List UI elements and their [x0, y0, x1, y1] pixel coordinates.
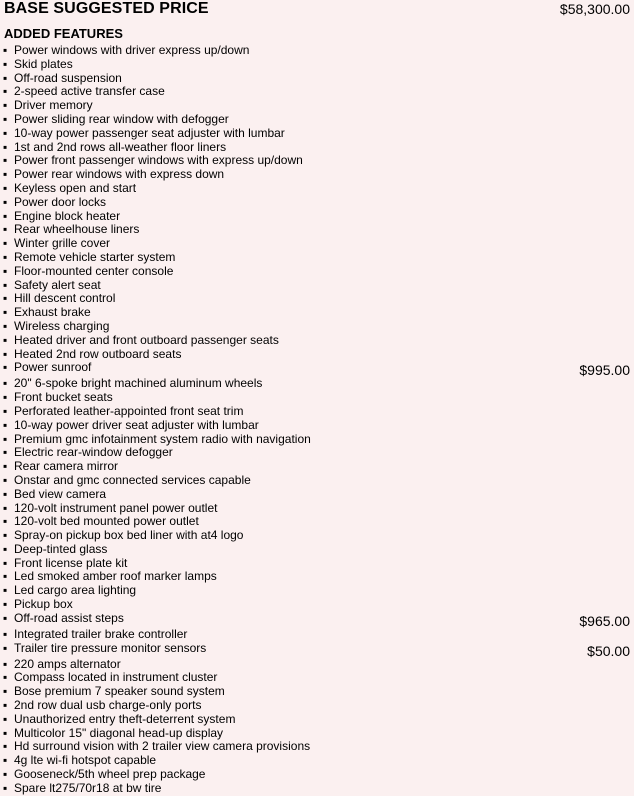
- feature-label: Led cargo area lighting: [14, 583, 137, 598]
- feature-label: Front bucket seats: [14, 390, 113, 405]
- feature-label: Power rear windows with express down: [14, 167, 225, 182]
- list-item: [3, 460, 630, 474]
- list-item: [3, 251, 630, 265]
- feature-price: $965.00: [579, 612, 630, 629]
- list-item: [3, 543, 630, 557]
- bullet-icon: ▪: [3, 403, 8, 418]
- feature-label: Multicolor 15" diagonal head-up display: [14, 725, 224, 740]
- feature-label: Spray-on pickup box bed liner with at4 logo: [14, 528, 244, 543]
- list-item: [3, 44, 630, 58]
- feature-label: Winter grille cover: [14, 236, 111, 251]
- bullet-icon: ▪: [3, 739, 8, 754]
- bullet-icon: ▪: [3, 318, 8, 333]
- bullet-icon: ▪: [3, 780, 8, 795]
- bullet-icon: ▪: [3, 500, 8, 515]
- list-item: [3, 196, 630, 210]
- feature-label: 2-speed active transfer case: [14, 84, 165, 99]
- bullet-icon: ▪: [3, 263, 8, 278]
- bullet-icon: ▪: [3, 291, 8, 306]
- list-item: [3, 598, 630, 612]
- feature-label: Safety alert seat: [14, 277, 101, 292]
- feature-label: Heated driver and front outboard passenger seats: [14, 332, 279, 347]
- list-item: [3, 727, 630, 741]
- feature-label: Remote vehicle starter system: [14, 249, 176, 264]
- bullet-icon: ▪: [3, 346, 8, 361]
- bullet-icon: ▪: [3, 597, 8, 612]
- feature-label: Deep-tinted glass: [14, 541, 108, 556]
- feature-label: Rear camera mirror: [14, 459, 119, 474]
- bullet-icon: ▪: [3, 555, 8, 570]
- feature-label: 2nd row dual usb charge-only ports: [14, 698, 202, 713]
- feature-label: 220 amps alternator: [14, 656, 121, 671]
- bullet-icon: ▪: [3, 459, 8, 474]
- bullet-icon: ▪: [3, 167, 8, 182]
- feature-label: 1st and 2nd rows all-weather floor liners: [14, 139, 227, 154]
- list-item: [3, 671, 630, 685]
- list-item: [3, 182, 630, 196]
- list-item: [3, 85, 630, 99]
- list-item: [3, 446, 630, 460]
- bullet-icon: ▪: [3, 583, 8, 598]
- list-item: [3, 72, 630, 86]
- list-item: [3, 99, 630, 113]
- feature-label: Power windows with driver express up/down: [14, 43, 250, 57]
- feature-label: Onstar and gmc connected services capable: [14, 472, 251, 487]
- base-price-value: $58,300.00: [559, 1, 630, 17]
- feature-label: Hd surround vision with 2 trailer view camera provisions: [14, 739, 311, 754]
- list-item: [3, 223, 630, 237]
- feature-label: Engine block heater: [14, 208, 121, 223]
- list-item: [3, 127, 630, 141]
- feature-label: Power door locks: [14, 194, 107, 209]
- list-item: [3, 642, 630, 658]
- feature-label: 120-volt instrument panel power outlet: [14, 500, 218, 515]
- feature-label: Keyless open and start: [14, 180, 137, 195]
- list-item: [3, 488, 630, 502]
- bullet-icon: ▪: [3, 656, 8, 671]
- bullet-icon: ▪: [3, 431, 8, 446]
- feature-label: Front license plate kit: [14, 555, 128, 570]
- list-item: [3, 584, 630, 598]
- bullet-icon: ▪: [3, 684, 8, 699]
- feature-label: Spare lt275/70r18 at bw tire: [14, 780, 162, 795]
- bullet-icon: ▪: [3, 640, 8, 655]
- feature-label: Wireless charging: [14, 318, 110, 333]
- bullet-icon: ▪: [3, 610, 8, 625]
- bullet-icon: ▪: [3, 626, 8, 641]
- list-item: [3, 612, 630, 628]
- list-item: [3, 433, 630, 447]
- bullet-icon: ▪: [3, 445, 8, 460]
- list-item: [3, 768, 630, 782]
- list-item: [3, 279, 630, 293]
- list-item: [3, 141, 630, 155]
- feature-label: Floor-mounted center console: [14, 263, 174, 278]
- bullet-icon: ▪: [3, 725, 8, 740]
- list-item: [3, 713, 630, 727]
- list-item: [3, 782, 630, 796]
- list-item: [3, 515, 630, 529]
- feature-label: Driver memory: [14, 98, 93, 113]
- list-item: [3, 529, 630, 543]
- feature-label: Electric rear-window defogger: [14, 445, 173, 460]
- feature-label: 4g lte wi-fi hotspot capable: [14, 753, 157, 768]
- bullet-icon: ▪: [3, 417, 8, 432]
- list-item: [3, 361, 630, 377]
- bullet-icon: ▪: [3, 249, 8, 264]
- feature-price: $995.00: [579, 362, 630, 379]
- list-item: [3, 210, 630, 224]
- bullet-icon: ▪: [3, 711, 8, 726]
- feature-label: Skid plates: [14, 56, 73, 71]
- feature-label: Off-road suspension: [14, 70, 122, 85]
- feature-label: Integrated trailer brake controller: [14, 626, 188, 641]
- feature-label: Bose premium 7 speaker sound system: [14, 684, 225, 699]
- list-item: [3, 306, 630, 320]
- feature-label: Premium gmc infotainment system radio with navigation: [14, 431, 311, 446]
- list-item: [3, 237, 630, 251]
- feature-label: 10-way power driver seat adjuster with lumbar: [14, 417, 259, 432]
- bullet-icon: ▪: [3, 753, 8, 768]
- list-item: [3, 557, 630, 571]
- bullet-icon: ▪: [3, 514, 8, 529]
- bullet-icon: ▪: [3, 111, 8, 126]
- feature-label: Exhaust brake: [14, 305, 91, 320]
- list-item: [3, 334, 630, 348]
- list-item: [3, 685, 630, 699]
- feature-price: $50.00: [587, 642, 630, 659]
- feature-label: Compass located in instrument cluster: [14, 670, 218, 685]
- list-item: [3, 154, 630, 168]
- bullet-icon: ▪: [3, 236, 8, 251]
- bullet-icon: ▪: [3, 670, 8, 685]
- added-features-list: [3, 44, 630, 796]
- bullet-icon: ▪: [3, 153, 8, 168]
- bullet-icon: ▪: [3, 125, 8, 140]
- feature-label: 20" 6-spoke bright machined aluminum wheels: [14, 376, 263, 391]
- bullet-icon: ▪: [3, 277, 8, 292]
- feature-label: Trailer tire pressure monitor sensors: [14, 640, 207, 655]
- bullet-icon: ▪: [3, 376, 8, 391]
- feature-label: Pickup box: [14, 597, 73, 612]
- bullet-icon: ▪: [3, 767, 8, 782]
- list-item: [3, 502, 630, 516]
- bullet-icon: ▪: [3, 84, 8, 99]
- feature-label: Perforated leather-appointed front seat trim: [14, 403, 244, 418]
- list-item: [3, 405, 630, 419]
- list-item: [3, 474, 630, 488]
- bullet-icon: ▪: [3, 43, 8, 57]
- added-features-title: ADDED FEATURES: [4, 26, 123, 41]
- list-item: [3, 113, 630, 127]
- feature-label: Led smoked amber roof marker lamps: [14, 569, 217, 584]
- base-price-label: BASE SUGGESTED PRICE: [4, 0, 209, 17]
- bullet-icon: ▪: [3, 698, 8, 713]
- bullet-icon: ▪: [3, 569, 8, 584]
- list-item: [3, 754, 630, 768]
- feature-label: Power sliding rear window with defogger: [14, 111, 229, 126]
- bullet-icon: ▪: [3, 56, 8, 71]
- feature-label: Power front passenger windows with express up/down: [14, 153, 303, 168]
- bullet-icon: ▪: [3, 332, 8, 347]
- list-item: [3, 58, 630, 72]
- bullet-icon: ▪: [3, 305, 8, 320]
- feature-label: Heated 2nd row outboard seats: [14, 346, 182, 361]
- list-item: [3, 699, 630, 713]
- bullet-icon: ▪: [3, 472, 8, 487]
- list-item: [3, 391, 630, 405]
- feature-label: Power sunroof: [14, 360, 92, 375]
- feature-label: Gooseneck/5th wheel prep package: [14, 767, 206, 782]
- bullet-icon: ▪: [3, 98, 8, 113]
- bullet-icon: ▪: [3, 390, 8, 405]
- list-item: [3, 419, 630, 433]
- feature-label: Off-road assist steps: [14, 610, 124, 625]
- bullet-icon: ▪: [3, 208, 8, 223]
- list-item: [3, 740, 630, 754]
- bullet-icon: ▪: [3, 70, 8, 85]
- feature-label: 120-volt bed mounted power outlet: [14, 514, 199, 529]
- bullet-icon: ▪: [3, 528, 8, 543]
- bullet-icon: ▪: [3, 222, 8, 237]
- list-item: [3, 348, 630, 362]
- list-item: [3, 658, 630, 672]
- list-item: [3, 265, 630, 279]
- bullet-icon: ▪: [3, 180, 8, 195]
- base-price-row: [4, 0, 630, 18]
- list-item: [3, 570, 630, 584]
- list-item: [3, 292, 630, 306]
- feature-label: Hill descent control: [14, 291, 116, 306]
- bullet-icon: ▪: [3, 541, 8, 556]
- list-item: [3, 377, 630, 391]
- bullet-icon: ▪: [3, 194, 8, 209]
- feature-label: Rear wheelhouse liners: [14, 222, 140, 237]
- list-item: [3, 628, 630, 642]
- feature-label: Unauthorized entry theft-deterrent system: [14, 711, 236, 726]
- bullet-icon: ▪: [3, 486, 8, 501]
- feature-label: 10-way power passenger seat adjuster with lumbar: [14, 125, 285, 140]
- feature-label: Bed view camera: [14, 486, 107, 501]
- list-item: [3, 320, 630, 334]
- list-item: [3, 168, 630, 182]
- bullet-icon: ▪: [3, 360, 8, 375]
- bullet-icon: ▪: [3, 139, 8, 154]
